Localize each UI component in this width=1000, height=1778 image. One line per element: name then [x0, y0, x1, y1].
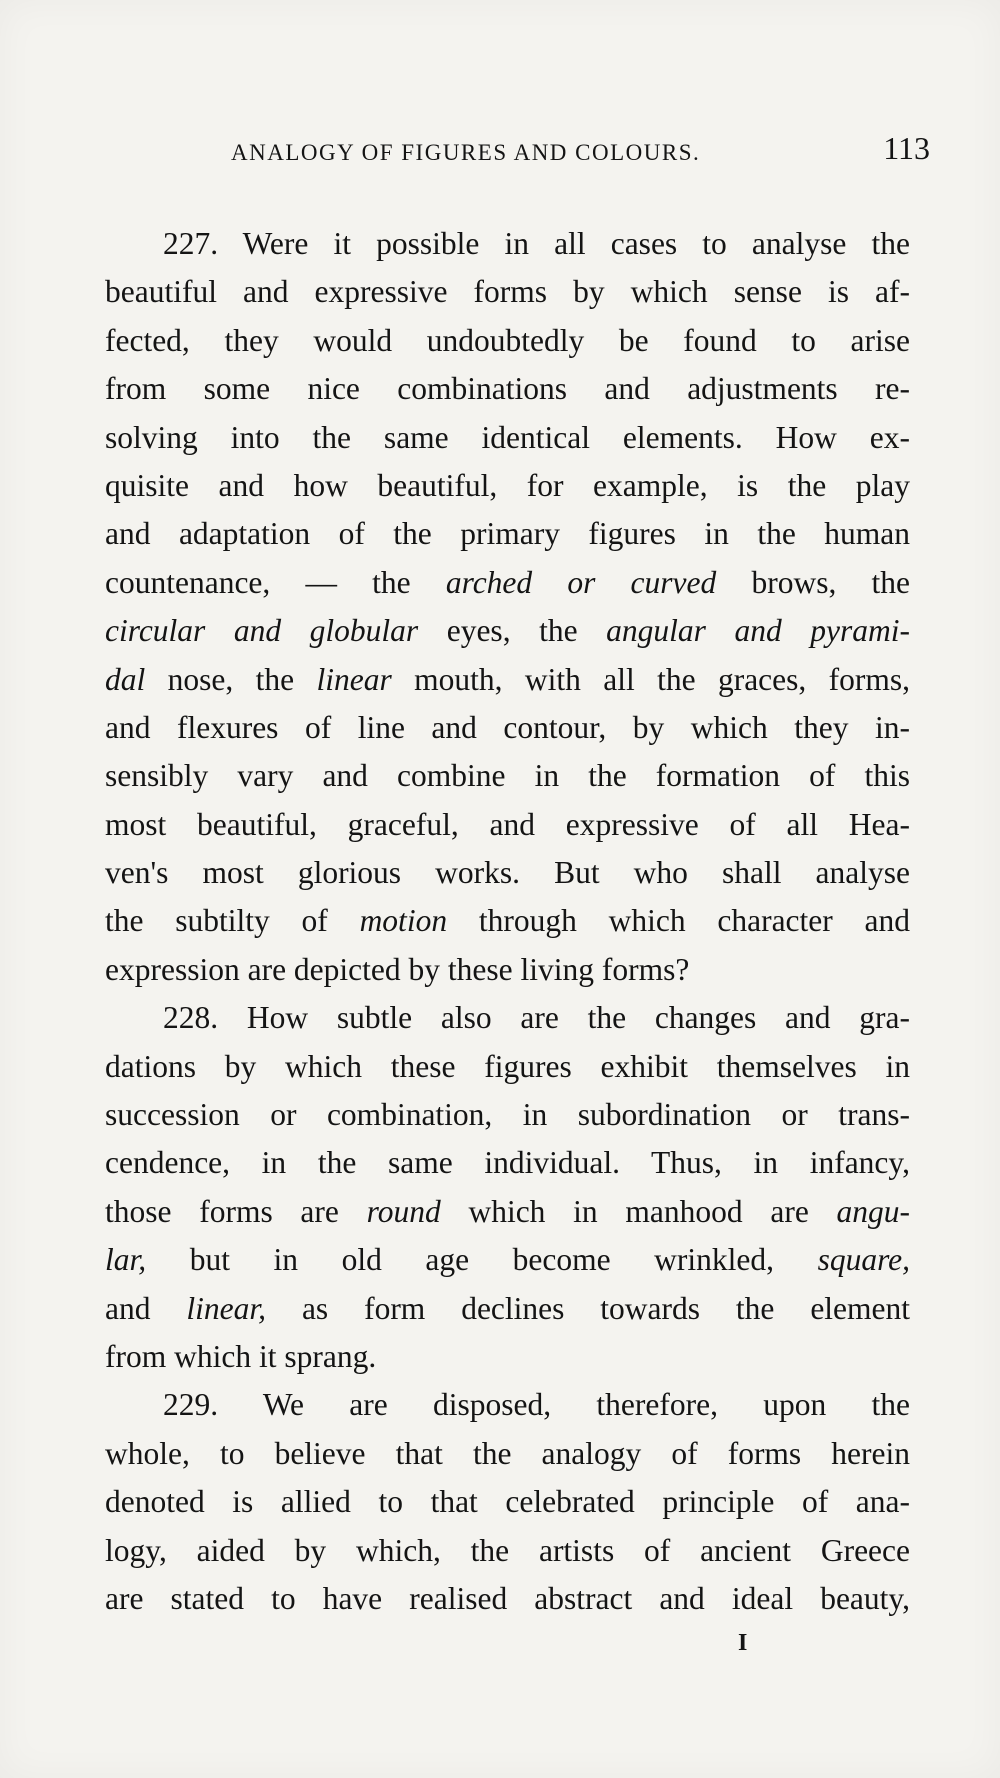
text-line-28: logy, aided by which, the artists of ancient Greece [105, 1532, 910, 1568]
text-line-23: and linear, as form declines towards the element [105, 1290, 911, 1326]
running-head [105, 128, 930, 178]
text-line-3: fected, they would undoubtedly be found to arise [105, 322, 910, 358]
text-line-29: are stated to have realised abstract and ideal beauty, [105, 1580, 910, 1616]
text-line-11: and flexures of line and contour, by which they in- [105, 709, 910, 745]
text-line-15: the subtilty of motion through which character and [105, 903, 911, 939]
text-line-27: denoted is allied to that celebrated principle of ana- [105, 1484, 910, 1520]
text-line-10: dal nose, the linear mouth, with all the graces, forms, [105, 661, 911, 697]
text-line-20: cendence, in the same individual. Thus, in infancy, [105, 1145, 910, 1181]
running-head-title: ANALOGY OF FIGURES AND COLOURS. [231, 140, 701, 165]
text-line-14: ven's most glorious works. But who shall analyse [105, 855, 910, 891]
text-line-9: circular and globular eyes, the angular and pyrami- [105, 613, 910, 649]
text-line-1: 227. Were it possible in all cases to analyse the [163, 226, 910, 261]
text-line-26: whole, to believe that the analogy of forms herein [105, 1435, 910, 1471]
text-line-18: dations by which these figures exhibit themselves in [105, 1048, 910, 1084]
body-text [105, 220, 910, 1623]
text-line-16: expression are depicted by these living forms? [105, 951, 690, 987]
text-line-2: beautiful and expressive forms by which sense is af- [105, 274, 910, 310]
signature-mark: I [738, 1630, 748, 1656]
text-line-19: succession or combination, in subordination or trans- [105, 1097, 910, 1133]
text-line-17: 228. How subtle also are the changes and gra- [163, 1000, 910, 1036]
text-line-25: 229. We are disposed, therefore, upon the [163, 1387, 910, 1423]
text-line-21: those forms are round which in manhood are angu- [105, 1193, 911, 1229]
text-line-22: lar, but in old age become wrinkled, square, [105, 1242, 911, 1278]
page-number: 113 [883, 130, 930, 166]
text-line-13: most beautiful, graceful, and expressive of all Hea- [105, 806, 910, 842]
text-line-12: sensibly vary and combine in the formation of this [105, 758, 910, 794]
text-line-7: and adaptation of the primary figures in the human [105, 516, 910, 552]
text-line-6: quisite and how beautiful, for example, is the play [105, 467, 910, 503]
text-line-24: from which it sprang. [105, 1338, 377, 1374]
text-line-4: from some nice combinations and adjustments re- [105, 371, 910, 407]
text-line-8: countenance, — the arched or curved brows, the [105, 564, 911, 600]
text-line-5: solving into the same identical elements. How ex- [105, 419, 910, 455]
